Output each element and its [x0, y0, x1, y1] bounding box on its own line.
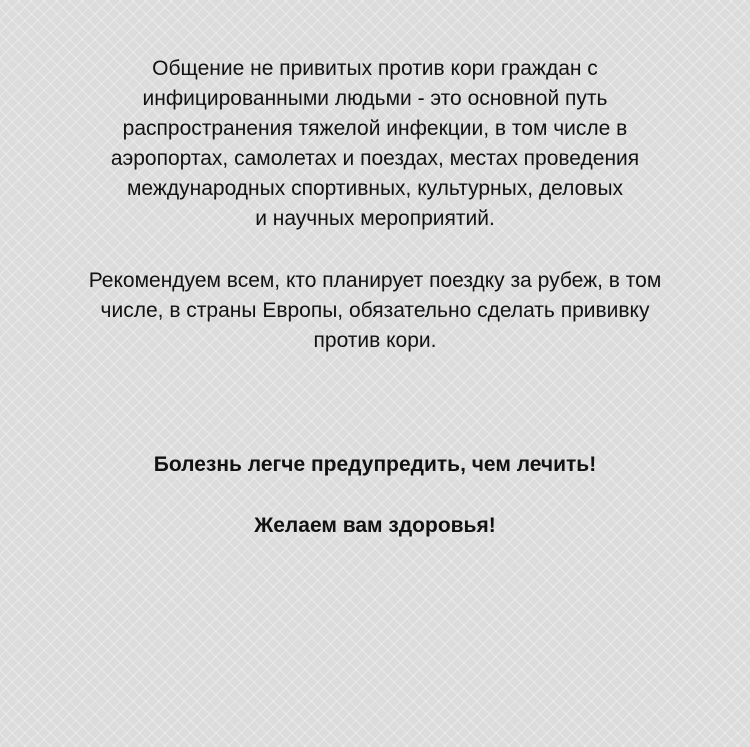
paragraph-line: Рекомендуем всем, кто планирует поездку за рубеж, в том [88, 269, 662, 292]
paragraph-line: распространения тяжелой инфекции, в том числе в [122, 117, 628, 140]
paragraph-line: против кори. [313, 329, 437, 352]
measles-contact-paragraph [0, 54, 750, 234]
closing-wish: Желаем вам здоровья! [254, 514, 496, 537]
paragraph-line: числе, в страны Европы, обязательно сделать прививку [100, 299, 650, 322]
vaccination-recommendation-paragraph [0, 266, 750, 356]
paragraph-line: аэропортах, самолетах и поездах, местах проведения [110, 147, 640, 170]
paragraph-line: инфицированными людьми - это основной путь [142, 87, 608, 110]
paragraph-line: Общение не привитых против кори граждан с [152, 57, 598, 80]
paragraph-line: и научных мероприятий. [255, 207, 495, 230]
paragraph-line: международных спортивных, культурных, деловых [126, 177, 624, 200]
prevention-slogan: Болезнь легче предупредить, чем лечить! [153, 453, 597, 476]
